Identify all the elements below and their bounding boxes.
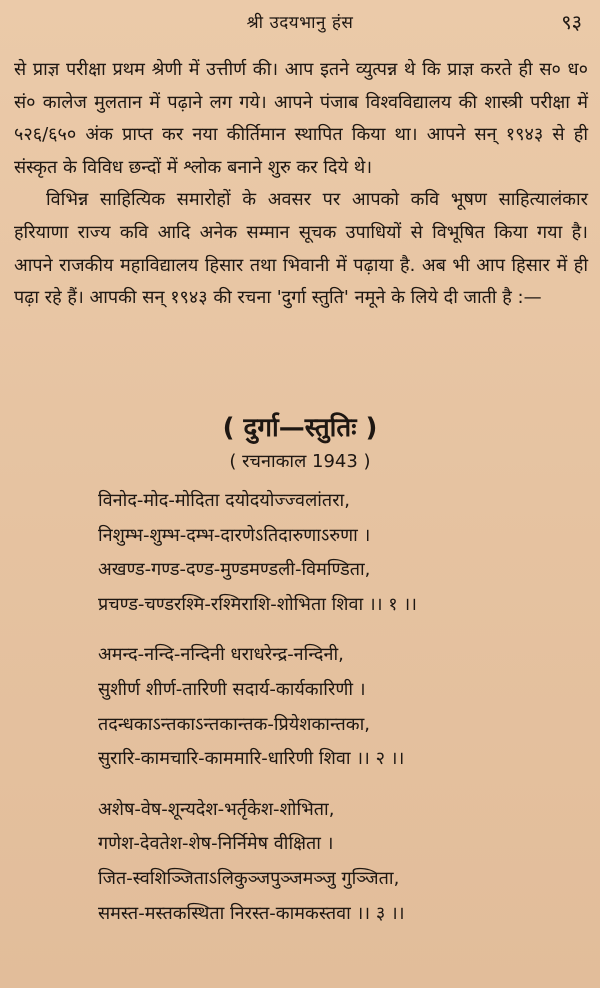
verse-line: सुरारि-कामचारि-काममारि-धारिणी शिवा ।। २ ।। xyxy=(98,748,405,770)
poem-verses xyxy=(98,484,588,931)
verse-line: सुशीर्ण शीर्ण-तारिणी सदार्य-कार्यकारिणी । xyxy=(98,678,366,700)
verse-line: अखण्ड-गण्ड-दण्ड-मुण्डमण्डली-विमण्डिता, xyxy=(98,559,371,581)
stanza xyxy=(98,484,588,622)
poem-composition-date: ( रचनाकाल 1943 ) xyxy=(229,451,371,472)
stanza xyxy=(98,638,588,776)
verse-line: विनोद-मोद-मोदिता दयोदयोज्ज्वलांतरा, xyxy=(98,490,350,511)
verse-line: अमन्द-नन्दि-नन्दिनी धराधरेन्द्र-नन्दिनी, xyxy=(98,644,344,666)
verse-line: अशेष-वेष-शून्यदेश-भर्तृकेश-शोभिता, xyxy=(98,798,335,820)
stanza-gap xyxy=(98,777,588,793)
poem-title: ( दुर्गा—स्तुतिः ) xyxy=(222,413,378,443)
stanza xyxy=(98,793,588,931)
verse-line: तदन्धकाऽन्तकाऽन्तकान्तक-प्रियेशकान्तका, xyxy=(98,713,370,735)
body-text xyxy=(14,54,588,315)
verse-line: प्रचण्ड-चण्डरश्मि-रश्मिराशि-शोभिता शिवा ।। १ ।। xyxy=(98,593,417,615)
verse-line: जित-स्वशिञ्जिताऽलिकुञ्जपुञ्जमञ्जु गुञ्जिता, xyxy=(98,867,400,889)
verse-line: समस्त-मस्तकस्थिता निरस्त-कामकस्तवा ।। ३ ।। xyxy=(98,902,405,924)
paragraph: से प्राज्ञ परीक्षा प्रथम श्रेणी में उत्तीर्ण की। आप इतने व्युत्पन्न थे कि प्राज्ञ करते ही स० ध० सं० कालेज मुलतान में पढ़ाने लग गये। आपने पंजाब विश्वविद्यालय की शास्त्री परीक्षा में ५२६/६५० अंक प्राप्त कर नया कीर्तिमान स्थापित किया था। आपने सन् १९४३ से ही संस्कृत के विविध छन्दों में श्लोक बनाने शुरु कर दिये थे। xyxy=(14,59,588,178)
verse-line: गणेश-देवतेश-शेष-निर्निमेष वीक्षिता । xyxy=(98,833,334,855)
paragraph: विभिन्न साहित्यिक समारोहों के अवसर पर आपको कवि भूषण साहित्यालंकार हरियाणा राज्य कवि आदि अनेक सम्मान सूचक उपाधियों से विभूषित किया गया है। आपने राजकीय महाविद्यालय हिसार तथा भिवानी में पढ़ाया है. अब भी आप हिसार में ही पढ़ा रहे हैं। आपकी सन् १९४३ की रचना 'दुर्गा स्तुति' नमूने के लिये दी जाती है :— xyxy=(14,189,588,309)
verse-line: निशुम्भ-शुम्भ-दम्भ-दारणेऽतिदारुणाऽरुणा । xyxy=(98,524,371,546)
running-title: श्री उदयभानु हंस xyxy=(246,13,354,33)
page-header xyxy=(0,8,600,36)
page-number: ९३ xyxy=(561,10,582,34)
stanza-gap xyxy=(98,622,588,638)
